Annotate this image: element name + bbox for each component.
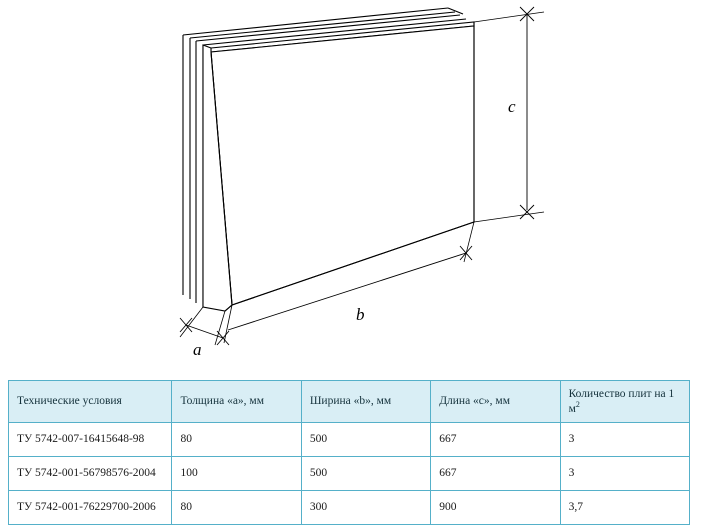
cell-length: 667 [431,456,560,490]
column-header-quantity [560,381,689,423]
cell-spec: ТУ 5742-001-56798576-2004 [9,456,172,490]
cell-thickness: 80 [172,490,301,524]
cell-thickness: 80 [172,422,301,456]
cell-length: 900 [431,490,560,524]
cell-width: 500 [301,422,430,456]
table-row [9,490,690,524]
table-header-row [9,381,690,423]
table-row [9,422,690,456]
cell-spec: ТУ 5742-007-16415648-98 [9,422,172,456]
cell-width: 300 [301,490,430,524]
column-header-quantity-text: Количество плит на 1 м [568,388,675,415]
cell-quantity: 3 [560,456,689,490]
slab-front [203,22,474,311]
cell-width: 500 [301,456,430,490]
cell-length: 667 [431,422,560,456]
dimension-label-c: c [508,97,516,116]
dimension-label-b: b [356,305,365,324]
dimension-label-a: a [193,340,202,359]
specifications-table [8,380,690,525]
cell-quantity: 3,7 [560,490,689,524]
cell-quantity: 3 [560,422,689,456]
cell-spec: ТУ 5742-001-76229700-2006 [9,490,172,524]
column-header-quantity-sup: 2 [575,400,580,409]
column-header-length: Длина «c», мм [431,381,560,423]
dimension-a [180,307,229,345]
column-header-width: Ширина «b», мм [301,381,430,423]
table-row [9,456,690,490]
column-header-thickness: Толщина «a», мм [172,381,301,423]
cell-thickness: 100 [172,456,301,490]
column-header-spec: Технические условия [9,381,172,423]
